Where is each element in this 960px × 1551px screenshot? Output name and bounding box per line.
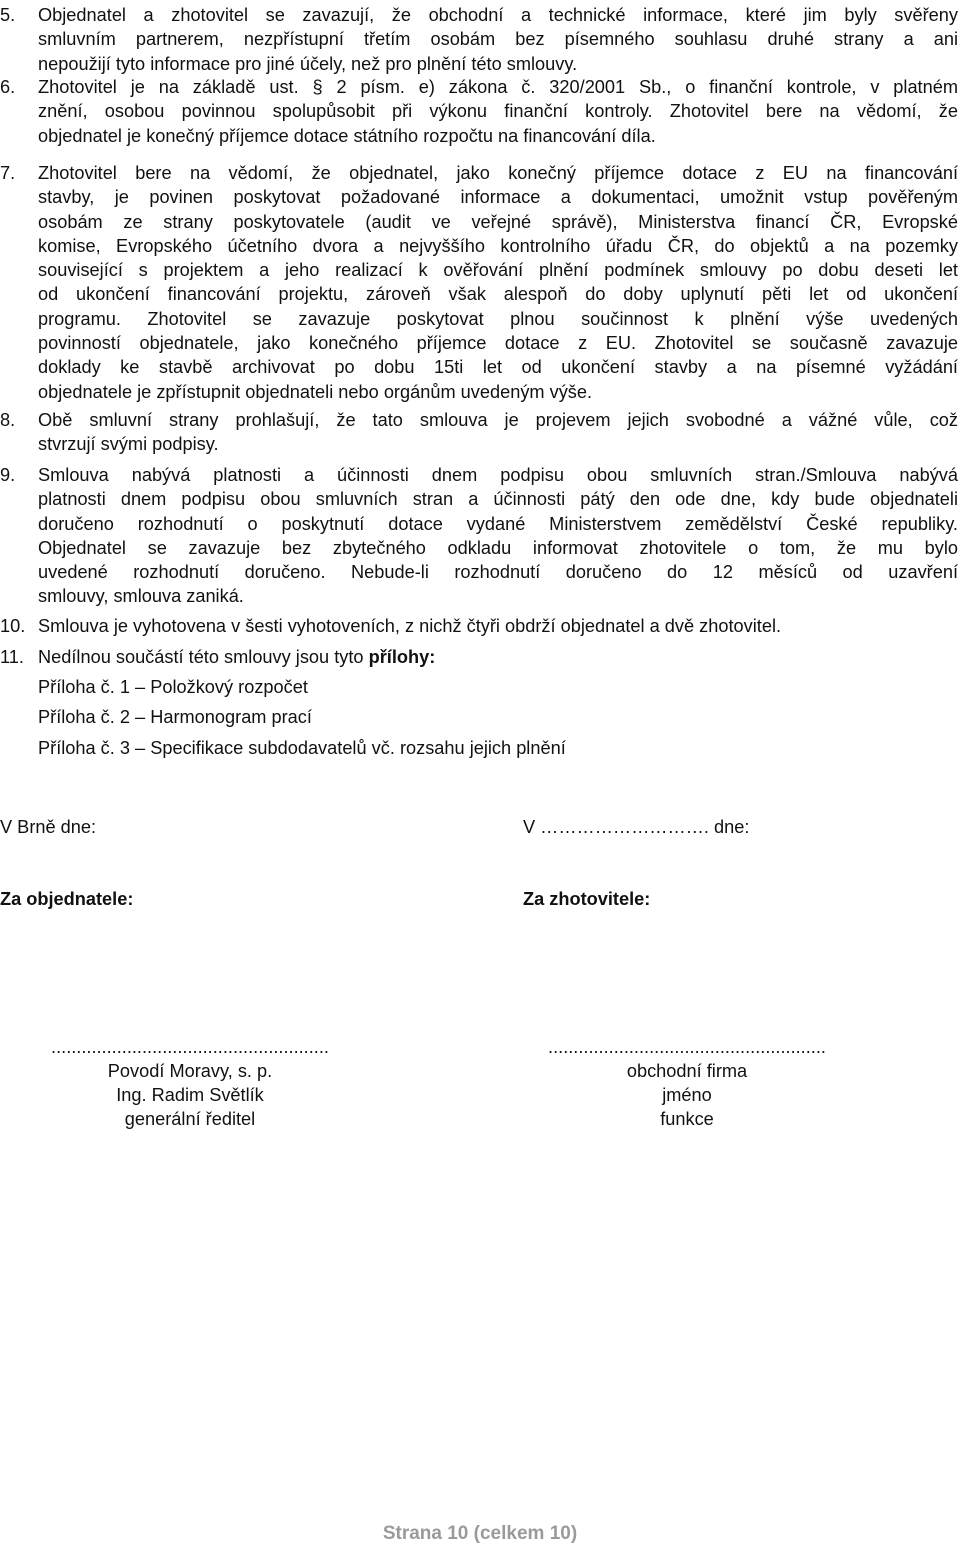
clause-number: 5. (0, 5, 16, 25)
clause-8 (0, 408, 958, 457)
signatory-title: generální ředitel (124, 1109, 256, 1129)
signatory-name: Ing. Radim Světlík (116, 1085, 264, 1105)
clause-number: 7. (0, 163, 16, 183)
clause-text: Smlouva je vyhotovena v šesti vyhotoveních, z nichž čtyři obdrží objednatel a dvě zhotovitel. (38, 616, 782, 636)
signatory-title: funkce (660, 1109, 714, 1129)
clause-number: 8. (0, 410, 16, 430)
page-footer: Strana 10 (celkem 10) (382, 1523, 578, 1544)
clause-text: Objednatel a zhotovitel se zavazují, že obchodní a technické informace, které jim byly svěřeny smluvním partnerem, nezpřístupní třetím osobám bez písemného souhlasu druhé strany a ani nepoužijí tyto informace pro jiné účely, než pro plnění této smlouvy. (38, 5, 958, 74)
clause-7 (0, 161, 958, 404)
clause-number: 6. (0, 77, 16, 97)
attachments-heading: přílohy: (368, 647, 436, 667)
signature-line: ....................................................... (548, 1037, 826, 1057)
clause-text: Nedílnou součástí této smlouvy jsou tyto přílohy: (38, 647, 436, 667)
party-right-heading: Za zhotovitele: (523, 889, 651, 909)
place-date-left: V Brně dne: (0, 817, 97, 837)
clause-text: Zhotovitel bere na vědomí, že objednatel, jako konečný příjemce dotace z EU na financování stavby, je povinen poskytovat požadované informace a dokumentaci, umožnit vstup pověřeným osobám ze strany poskytovatele (audit ve veřejné správě), Ministerstva financí ČR, Evropské komise, Evropského účetního dvora a nejvyššího kontrolního úřadu ČR, do objektů a na pozemky související s projektem a jeho realizací k ověřování plnění podmínek smlouvy po dobu deseti let od ukončení financování projektu, zároveň však alespoň do doby uplynutí pěti let od ukončení programu. Zhotovitel se zavazuje poskytovat plnou součinnost k plnění výše uvedených povinností objednatele, jako konečného příjemce dotace z EU. Zhotovitel se současně zavazuje doklady ke stavbě archivovat po dobu 15ti let od ukončení stavby a na písemné vyžádání objednatele je zpřístupnit objednateli nebo orgánům uvedeným výše. (38, 163, 958, 402)
clause-text: Smlouva nabývá platnosti a účinnosti dnem podpisu obou smluvních stran./Smlouva nabývá platnosti dnem podpisu obou smluvních stran a účinnosti pátý den ode dne, kdy bude objednateli doručeno rozhodnutí o poskytnutí dotace vydané Ministerstvem zemědělství České republiky. Objednatel se zavazuje bez zbytečného odkladu informovat zhotovitele o tom, že mu bylo uvedené rozhodnutí doručeno. Nebude-li rozhodnutí doručeno do 12 měsíců od uzavření smlouvy, smlouva zaniká. (38, 465, 958, 607)
signatory-name: jméno (662, 1085, 712, 1105)
attachment-3: Příloha č. 3 – Specifikace subdodavatelů vč. rozsahu jejich plnění (38, 738, 566, 758)
clause-number: 10. (0, 616, 26, 636)
clause-number: 11. (0, 647, 24, 667)
place-date-right: V ………………………. dne: (523, 817, 750, 837)
clause-5 (0, 3, 958, 76)
clause-text: Zhotovitel je na základě ust. § 2 písm. e) zákona č. 320/2001 Sb., o finanční kontrole, v platném znění, osobou povinnou spolupůsobit při výkonu finanční kontroly. Zhotovitel bere na vědomí, že objednatel je konečný příjemce dotace státního rozpočtu na financování díla. (38, 77, 958, 146)
party-left-heading: Za objednatele: (0, 889, 134, 909)
signatory-company: obchodní firma (626, 1061, 748, 1081)
clause-number: 9. (0, 465, 16, 485)
clause-text: Obě smluvní strany prohlašují, že tato smlouva je projevem jejich svobodné a vážné vůle, což stvrzují svými podpisy. (38, 410, 958, 455)
clause-11 (0, 645, 958, 669)
attachment-2: Příloha č. 2 – Harmonogram prací (38, 707, 312, 727)
attachment-1: Příloha č. 1 – Položkový rozpočet (38, 677, 308, 697)
signatory-company: Povodí Moravy, s. p. (107, 1061, 273, 1081)
signature-left (0, 1035, 380, 1131)
clause-6 (0, 75, 958, 148)
clause-9 (0, 463, 958, 609)
signature-right (498, 1035, 876, 1131)
signature-line: ....................................................... (51, 1037, 329, 1057)
clause-10 (0, 614, 958, 638)
